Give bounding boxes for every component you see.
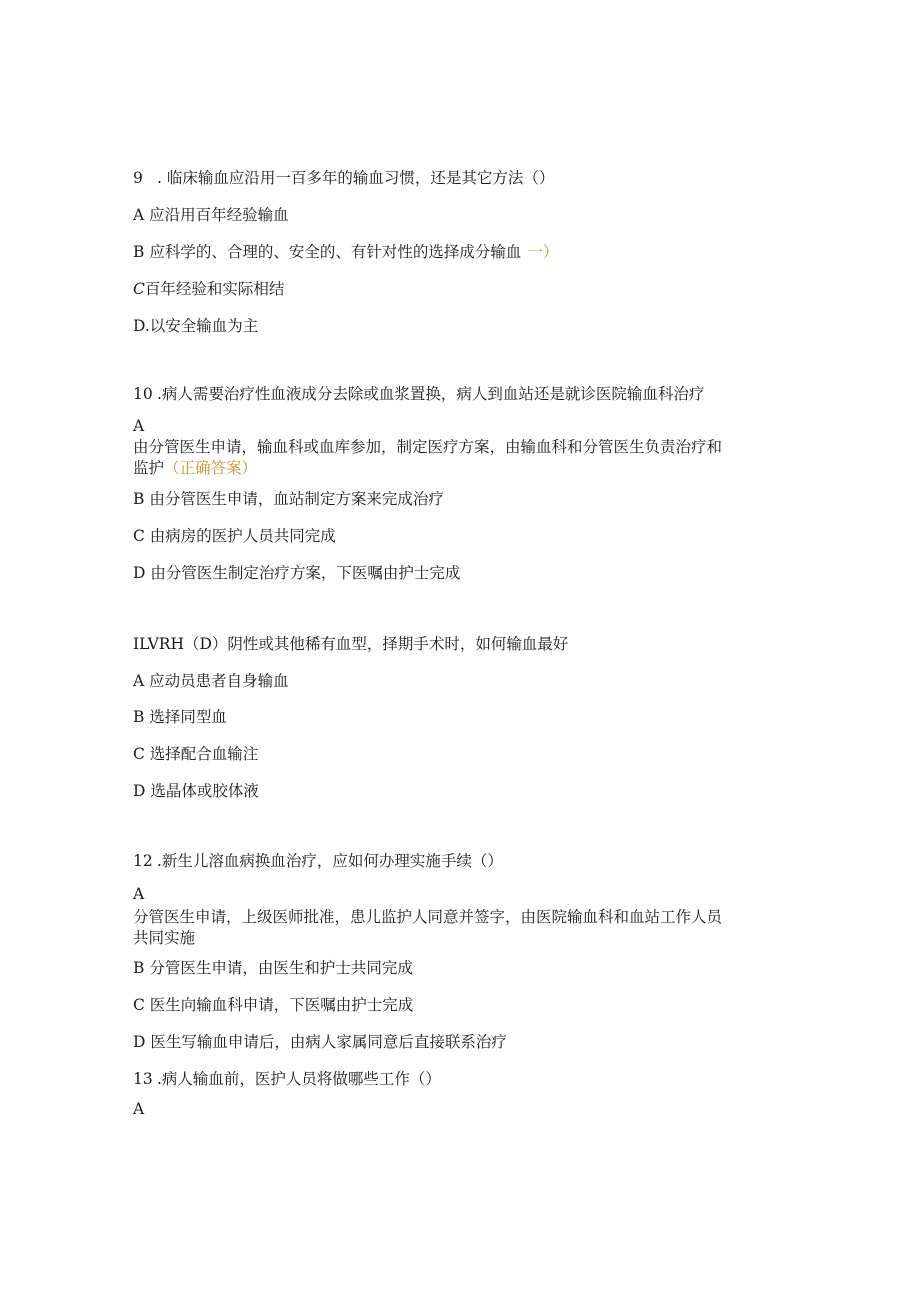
q11-stem: ILVRH（D）阴性或其他稀有血型，择期手术时，如何输血最好: [133, 635, 569, 653]
q9-number: 9: [133, 169, 143, 187]
q13-stem: [133, 1069, 441, 1089]
q11-option-b: B 选择同型血: [133, 708, 227, 726]
q12-option-b: B 分管医生申请，由医生和护士共同完成: [133, 959, 413, 977]
q13-option-a-letter: A: [133, 1100, 145, 1118]
q10-option-a-letter: A: [133, 417, 145, 435]
q13-stem-text: .病人输血前，医护人员将做哪些工作（）: [157, 1070, 441, 1088]
q11-option-a: A 应动员患者自身输血: [133, 672, 289, 690]
q9-option-d: D.以安全输血为主: [133, 317, 259, 335]
q10-option-a-line1: 由分管医生申请，输血科或血库参加，制定医疗方案，由输血科和分管医生负责治疗和: [133, 438, 723, 456]
q9-option-b-mark: 一）: [527, 243, 559, 261]
q10-option-a-line2: [133, 458, 257, 478]
q10-number: 10: [133, 385, 153, 403]
q11-option-c: C 选择配合血输注: [133, 745, 259, 763]
q10-option-a-line2-text: 监护: [133, 459, 165, 477]
q12-stem-text: .新生儿溶血病换血治疗，应如何办理实施手续（）: [157, 852, 503, 870]
q12-option-a-line2: 共同实施: [133, 929, 196, 947]
q12-option-c: C 医生向输血科申请，下医嘱由护士完成: [133, 996, 414, 1014]
q12-option-a-line1: 分管医生申请，上级医师批准，患儿监护人同意并签字，由医院输血科和血站工作人员: [133, 908, 723, 926]
q9-option-b: [133, 242, 558, 262]
q10-correct-answer-label: （正确答案）: [164, 459, 258, 477]
q9-option-c: [133, 279, 284, 299]
q13-number: 13: [133, 1070, 153, 1088]
q10-option-b: B 由分管医生申请，血站制定方案来完成治疗: [133, 490, 444, 508]
q9-option-a: A 应沿用百年经验输血: [133, 206, 289, 224]
q12-option-d: D 医生写输血申请后，由病人家属同意后直接联系治疗: [133, 1033, 507, 1051]
q10-stem-text: .病人需要治疗性血液成分去除或血浆置换，病人到血站还是就诊医院输血科治疗: [157, 385, 705, 403]
q10-option-d: D 由分管医生制定治疗方案，下医嘱由护士完成: [133, 564, 461, 582]
q12-stem: [133, 851, 503, 871]
q9-option-c-letter: C: [133, 280, 145, 298]
q9-stem: [133, 168, 554, 188]
q9-option-b-text: B 应科学的、合理的、安全的、有针对性的选择成分输血: [133, 243, 522, 261]
q9-option-c-text: 百年经验和实际相结: [144, 280, 285, 298]
q12-number: 12: [133, 852, 153, 870]
q12-option-a-letter: A: [133, 885, 145, 903]
q10-stem: [133, 384, 704, 404]
q9-stem-text: . 临床输血应沿用一百多年的输血习惯，还是其它方法（）: [157, 169, 555, 187]
q10-option-c: C 由病房的医护人员共同完成: [133, 527, 336, 545]
q11-option-d: D 选晶体或胶体液: [133, 782, 259, 800]
